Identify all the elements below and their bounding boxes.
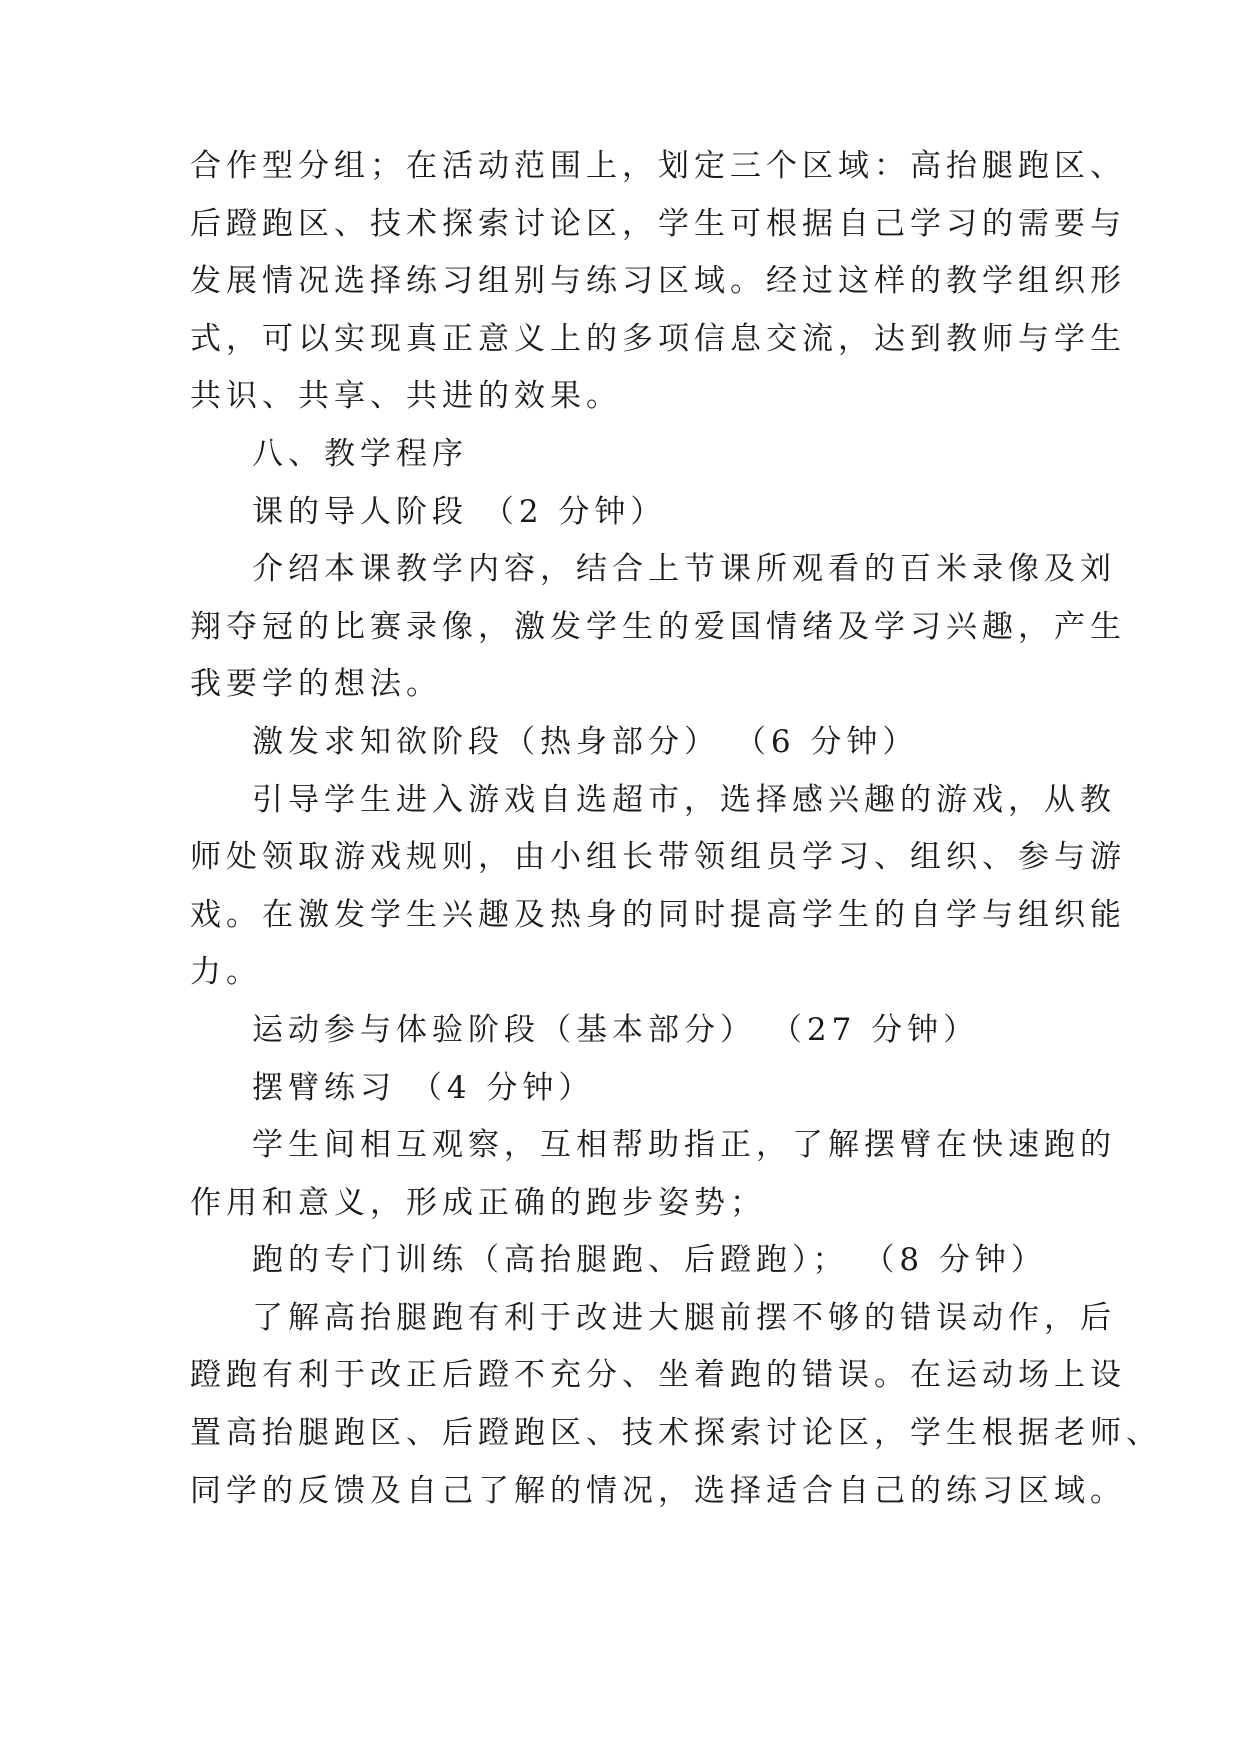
paragraph-line: 介绍本课教学内容，结合上节课所观看的百米录像及刘	[252, 551, 1116, 588]
paragraph-line: 戏。在激发学生兴趣及热身的同时提高学生的自学与组织能	[190, 896, 1126, 933]
stage-heading: 跑的专门训练（高抬腿跑、后蹬跑）； （8 分钟）	[252, 1242, 1047, 1279]
paragraph-line: 共识、共享、共进的效果。	[190, 378, 622, 415]
document-page	[190, 138, 1162, 1520]
section-heading: 八、教学程序	[252, 435, 468, 472]
paragraph-line: 同学的反馈及自己了解的情况，选择适合自己的练习区域。	[190, 1472, 1126, 1509]
paragraph-line: 力。	[190, 954, 262, 991]
stage-heading: 摆臂练习 （4 分钟）	[252, 1069, 595, 1106]
paragraph-line: 合作型分组；在活动范围上，划定三个区域：高抬腿跑区、	[190, 148, 1126, 184]
paragraph-line: 师处领取游戏规则，由小组长带领组员学习、组织、参与游	[190, 839, 1126, 876]
paragraph-line: 发展情况选择练习组别与练习区域。经过这样的教学组织形	[190, 263, 1126, 300]
paragraph-line: 翔夺冠的比赛录像，激发学生的爱国情绪及学习兴趣，产生	[190, 608, 1126, 645]
paragraph-line: 蹬跑有利于改正后蹬不充分、坐着跑的错误。在运动场上设	[190, 1357, 1126, 1394]
paragraph-line: 我要学的想法。	[190, 666, 442, 703]
stage-heading: 课的导人阶段 （2 分钟）	[252, 493, 667, 530]
paragraph-line: 式，可以实现真正意义上的多项信息交流，达到教师与学生	[190, 320, 1126, 357]
paragraph-line: 学生间相互观察，互相帮助指正，了解摆臂在快速跑的	[252, 1127, 1116, 1164]
stage-heading: 运动参与体验阶段（基本部分） （27 分钟）	[252, 1011, 980, 1048]
paragraph-line: 作用和意义，形成正确的跑步姿势；	[190, 1184, 766, 1221]
stage-heading: 激发求知欲阶段（热身部分） （6 分钟）	[252, 723, 919, 760]
paragraph-line: 了解高抬腿跑有利于改进大腿前摆不够的错误动作，后	[252, 1299, 1116, 1336]
paragraph-line: 后蹬跑区、技术探索讨论区，学生可根据自己学习的需要与	[190, 205, 1126, 242]
paragraph-line: 引导学生进入游戏自选超市，选择感兴趣的游戏，从教	[252, 781, 1116, 818]
paragraph-line: 置高抬腿跑区、后蹬跑区、技术探索讨论区，学生根据老师、	[190, 1415, 1162, 1452]
